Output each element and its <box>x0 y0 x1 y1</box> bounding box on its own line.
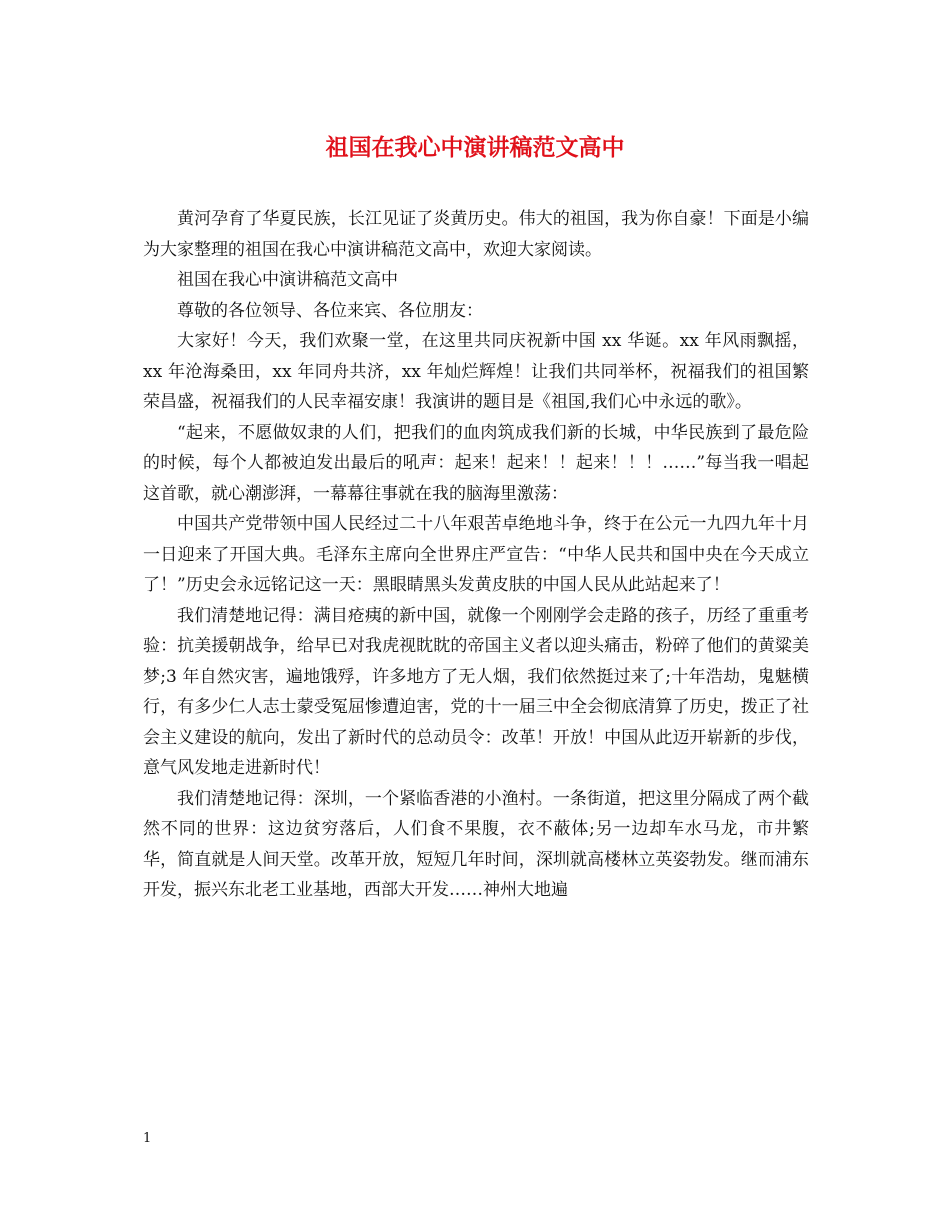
document-title: 祖国在我心中演讲稿范文高中 <box>325 134 625 161</box>
paragraph-shenzhen: 我们清楚地记得：深圳，一个紧临香港的小渔村。一条街道，把这里分隔成了两个截然不同的世界：这边贫穷落后，人们食不果腹，衣不蔽体;另一边却车水马龙，市井繁华，简直就是人间天堂。改革开放，短短几年时间，深圳就高楼林立英姿勃发。继而浦东开发，振兴东北老工业基地，西部大开发……神州大地遍 <box>143 788 809 900</box>
document-body <box>143 204 809 906</box>
paragraph-greeting: 大家好！今天，我们欢聚一堂，在这里共同庆祝新中国 xx 华诞。xx 年风雨飘摇，xx 年沧海桑田，xx 年同舟共济，xx 年灿烂辉煌！让我们共同举杯，祝福我们的祖国繁荣昌盛，祝福我们的人民幸福安康！我演讲的题目是《祖国,我们心中永远的歌》。 <box>143 331 809 412</box>
paragraph-intro: 黄河孕育了华夏民族，长江见证了炎黄历史。伟大的祖国，我为你自豪！下面是小编为大家整理的祖国在我心中演讲稿范文高中，欢迎大家阅读。 <box>143 209 809 260</box>
paragraph-salutation: 尊敬的各位领导、各位来宾、各位朋友： <box>177 300 483 321</box>
page-number: 1 <box>143 1131 152 1146</box>
paragraph-anthem: “起来，不愿做奴隶的人们，把我们的血肉筑成我们新的长城，中华民族到了最危险的时候，每个人都被迫发出最后的吼声：起来！起来！！起来！！！……”每当我一唱起这首歌，就心潮澎湃，一幕幕往事就在我的脑海里激荡： <box>143 422 809 504</box>
paragraph-founding: 中国共产党带领中国人民经过二十八年艰苦卓绝地斗争，终于在公元一九四九年十月一日迎来了开国大典。毛泽东主席向全世界庄严宣告：“中华人民共和国中央在今天成立了！”历史会永远铭记这一天：黑眼睛黑头发黄皮肤的中国人民从此站起来了！ <box>143 514 809 595</box>
paragraph-trials: 我们清楚地记得：满目疮痍的新中国，就像一个刚刚学会走路的孩子，历经了重重考验：抗美援朝战争，给早已对我虎视眈眈的帝国主义者以迎头痛击，粉碎了他们的黄粱美梦;3 年自然灾害，遍地饿殍，许多地方了无人烟，我们依然挺过来了;十年浩劫，鬼魅横行，有多少仁人志士蒙受冤屈惨遭迫害，党的十一届三中全会彻底清算了历史，拨正了社会主义建设的航向，发出了新时代的总动员令：改革！开放！中国从此迈开崭新的步伐，意气风发地走进新时代！ <box>143 605 809 778</box>
paragraph-subtitle: 祖国在我心中演讲稿范文高中 <box>177 270 398 290</box>
